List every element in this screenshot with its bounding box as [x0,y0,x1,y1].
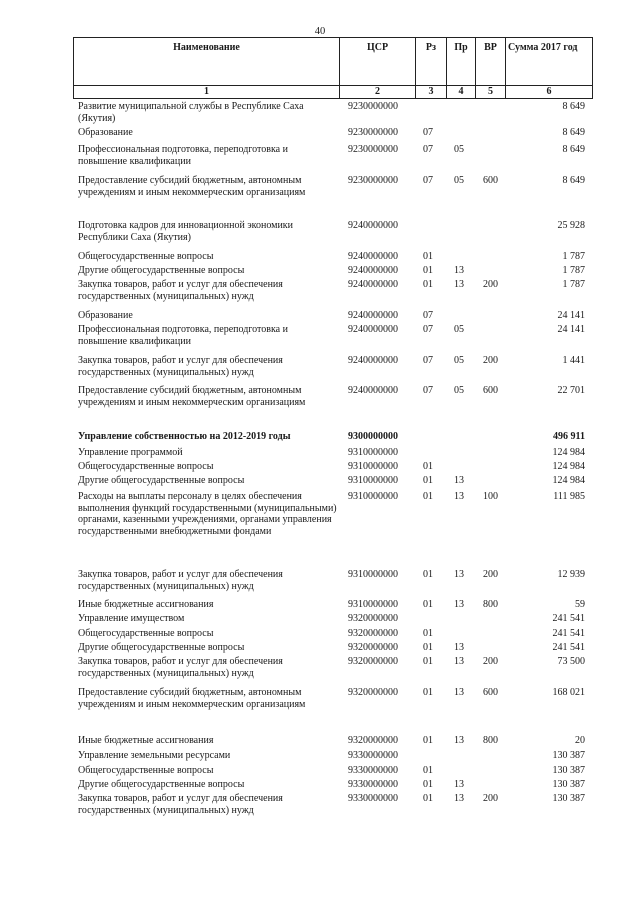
cell-sum: 130 387 [552,765,585,776]
cell-csr: 9310000000 [348,447,398,458]
cell-csr: 9230000000 [348,127,398,138]
cell-pr: 05 [454,324,464,335]
cell-name: Профессиональная подготовка, переподготовка и повышение квалификации [78,324,288,347]
cell-sum: 124 984 [552,447,585,458]
cell-name: Управление собственностью на 2012-2019 годы [78,431,291,442]
cell-csr: 9230000000 [348,144,398,155]
cell-csr: 9230000000 [348,175,398,186]
cell-name: Другие общегосударственные вопросы [78,642,245,653]
cell-sum: 8 649 [562,127,585,138]
cell-rz: 01 [423,642,433,653]
cell-csr: 9240000000 [348,385,398,396]
cell-rz: 07 [423,144,433,155]
cell-name: Другие общегосударственные вопросы [78,265,245,276]
cell-name: Закупка товаров, работ и услуг для обеспечения государственных (муниципальных) нужд [78,279,283,302]
cell-sum: 130 387 [552,779,585,790]
cell-rz: 01 [423,491,433,502]
cell-sum: 8 649 [562,144,585,155]
cell-name: Другие общегосударственные вопросы [78,779,245,790]
cell-pr: 13 [454,491,464,502]
cell-sum: 59 [575,599,585,610]
cell-vr: 100 [483,491,498,502]
cell-vr: 200 [483,656,498,667]
cell-rz: 01 [423,461,433,472]
cell-rz: 01 [423,569,433,580]
cell-csr: 9230000000 [348,101,398,112]
cell-name: Профессиональная подготовка, переподготовка и повышение квалификации [78,144,288,167]
cell-csr: 9320000000 [348,613,398,624]
cell-sum: 73 500 [557,656,585,667]
cell-vr: 200 [483,793,498,804]
cell-pr: 13 [454,735,464,746]
cell-rz: 01 [423,251,433,262]
cell-sum: 25 928 [557,220,585,231]
cell-csr: 9320000000 [348,656,398,667]
cell-pr: 13 [454,687,464,698]
cell-sum: 1 787 [562,265,585,276]
cell-rz: 01 [423,765,433,776]
cell-csr: 9240000000 [348,265,398,276]
cell-name: Общегосударственные вопросы [78,251,214,262]
cell-name: Иные бюджетные ассигнования [78,735,214,746]
cell-pr: 05 [454,175,464,186]
cell-rz: 01 [423,687,433,698]
cell-name: Образование [78,310,133,321]
cell-vr: 600 [483,385,498,396]
col-number-4: 4 [447,86,476,99]
cell-rz: 01 [423,793,433,804]
cell-pr: 13 [454,265,464,276]
col-number-6: 6 [506,86,593,99]
cell-rz: 01 [423,599,433,610]
cell-name: Иные бюджетные ассигнования [78,599,214,610]
cell-csr: 9320000000 [348,687,398,698]
cell-csr: 9320000000 [348,628,398,639]
cell-name: Развитие муниципальной службы в Республике Саха (Якутия) [78,101,304,124]
cell-rz: 01 [423,735,433,746]
col-number-5: 5 [476,86,506,99]
cell-name: Другие общегосударственные вопросы [78,475,245,486]
col-number-1: 1 [74,86,340,99]
table-header [73,37,593,99]
cell-sum: 241 541 [552,613,585,624]
cell-csr: 9240000000 [348,220,398,231]
cell-name: Общегосударственные вопросы [78,765,214,776]
cell-sum: 496 911 [553,431,585,442]
cell-name: Закупка товаров, работ и услуг для обеспечения государственных (муниципальных) нужд [78,656,283,679]
cell-csr: 9330000000 [348,750,398,761]
cell-pr: 13 [454,599,464,610]
cell-sum: 20 [575,735,585,746]
cell-pr: 05 [454,385,464,396]
col-number-2: 2 [340,86,416,99]
cell-pr: 13 [454,569,464,580]
cell-pr: 13 [454,475,464,486]
cell-sum: 168 021 [552,687,585,698]
cell-csr: 9310000000 [348,461,398,472]
header-vr: ВР [476,38,506,86]
cell-csr: 9240000000 [348,324,398,335]
cell-csr: 9320000000 [348,735,398,746]
cell-rz: 07 [423,310,433,321]
cell-pr: 13 [454,656,464,667]
cell-csr: 9310000000 [348,491,398,502]
cell-rz: 01 [423,475,433,486]
header-name: Наименование [74,38,340,86]
cell-rz: 07 [423,175,433,186]
cell-name: Управление программой [78,447,183,458]
cell-pr: 13 [454,793,464,804]
cell-name: Подготовка кадров для инновационной экономики Республики Саха (Якутия) [78,220,294,243]
cell-csr: 9240000000 [348,310,398,321]
cell-rz: 01 [423,265,433,276]
cell-sum: 130 387 [552,750,585,761]
cell-vr: 600 [483,175,498,186]
cell-sum: 8 649 [562,175,585,186]
cell-vr: 800 [483,599,498,610]
header-csr: ЦСР [340,38,416,86]
header-pr: Пр [447,38,476,86]
cell-vr: 200 [483,569,498,580]
cell-csr: 9240000000 [348,355,398,366]
cell-sum: 124 984 [552,461,585,472]
cell-rz: 07 [423,324,433,335]
cell-sum: 24 141 [557,324,585,335]
cell-sum: 1 787 [562,279,585,290]
cell-csr: 9240000000 [348,279,398,290]
cell-name: Закупка товаров, работ и услуг для обеспечения государственных (муниципальных) нужд [78,793,283,816]
cell-vr: 600 [483,687,498,698]
header-rz: Рз [416,38,447,86]
cell-name: Общегосударственные вопросы [78,461,214,472]
col-number-3: 3 [416,86,447,99]
cell-name: Предоставление субсидий бюджетным, автономным учреждениям и иным некоммерческим организациям [78,687,306,710]
cell-rz: 01 [423,656,433,667]
cell-sum: 8 649 [562,101,585,112]
cell-pr: 13 [454,642,464,653]
cell-rz: 07 [423,385,433,396]
cell-vr: 200 [483,355,498,366]
cell-sum: 111 985 [553,491,585,502]
cell-rz: 07 [423,127,433,138]
cell-name: Закупка товаров, работ и услуг для обеспечения государственных (муниципальных) нужд [78,355,283,378]
cell-csr: 9330000000 [348,765,398,776]
cell-rz: 07 [423,355,433,366]
cell-name: Расходы на выплаты персоналу в целях обеспечения выполнения функций государственными (муниципальными) органами, казенными учреждениями, органами управления государственными внебюджетными фондами [78,491,337,537]
cell-name: Управление имуществом [78,613,185,624]
cell-pr: 05 [454,355,464,366]
cell-sum: 124 984 [552,475,585,486]
cell-csr: 9310000000 [348,569,398,580]
cell-name: Закупка товаров, работ и услуг для обеспечения государственных (муниципальных) нужд [78,569,283,592]
cell-rz: 01 [423,779,433,790]
cell-name: Образование [78,127,133,138]
cell-vr: 200 [483,279,498,290]
cell-sum: 12 939 [557,569,585,580]
cell-name: Общегосударственные вопросы [78,628,214,639]
cell-sum: 1 441 [562,355,585,366]
cell-sum: 22 701 [557,385,585,396]
cell-sum: 241 541 [552,642,585,653]
cell-csr: 9330000000 [348,779,398,790]
cell-sum: 241 541 [552,628,585,639]
cell-csr: 9310000000 [348,475,398,486]
page-number: 40 [314,26,326,37]
cell-sum: 24 141 [557,310,585,321]
cell-pr: 05 [454,144,464,155]
cell-vr: 800 [483,735,498,746]
header-sum: Сумма 2017 год [506,38,593,86]
cell-csr: 9310000000 [348,599,398,610]
cell-csr: 9240000000 [348,251,398,262]
cell-pr: 13 [454,779,464,790]
cell-csr: 9330000000 [348,793,398,804]
cell-rz: 01 [423,628,433,639]
cell-pr: 13 [454,279,464,290]
cell-csr: 9320000000 [348,642,398,653]
cell-sum: 1 787 [562,251,585,262]
cell-csr: 9300000000 [348,431,398,442]
cell-name: Предоставление субсидий бюджетным, автономным учреждениям и иным некоммерческим организациям [78,385,306,408]
cell-sum: 130 387 [552,793,585,804]
cell-name: Управление земельными ресурсами [78,750,231,761]
cell-name: Предоставление субсидий бюджетным, автономным учреждениям и иным некоммерческим организациям [78,175,306,198]
cell-rz: 01 [423,279,433,290]
